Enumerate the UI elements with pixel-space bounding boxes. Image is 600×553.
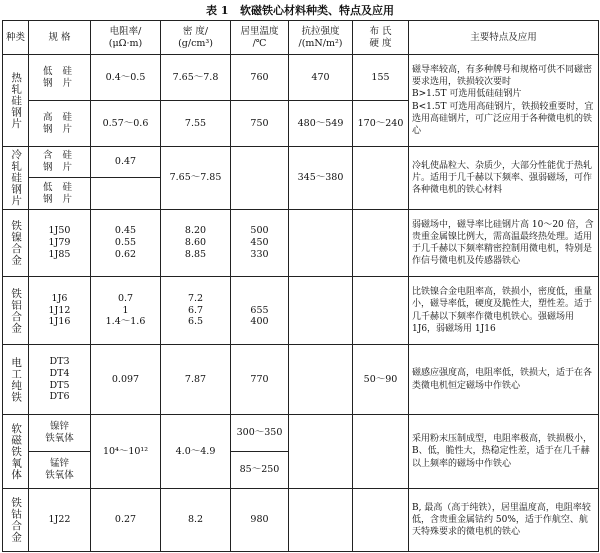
resistivity-cell: 0.57～0.6 — [91, 101, 161, 147]
hardness-cell — [353, 489, 409, 552]
resistivity-cell: 0.27 — [91, 489, 161, 552]
resistivity-cell: 10⁴～10¹² — [91, 415, 161, 489]
hardness-cell: 50～90 — [353, 345, 409, 415]
density-cell: 8.20 8.60 8.85 — [161, 210, 231, 277]
header-hardness: 布 氏 硬 度 — [353, 21, 409, 55]
header-tensile: 抗拉强度 /(mN/m²) — [289, 21, 353, 55]
curie-cell — [231, 147, 289, 210]
kind-cell: 铁镍合金 — [3, 210, 29, 277]
curie-cell: 770 — [231, 345, 289, 415]
curie-cell: 750 — [231, 101, 289, 147]
curie-cell: 655 400 — [231, 277, 289, 345]
curie-cell: 980 — [231, 489, 289, 552]
table-row — [3, 210, 599, 277]
resistivity-cell: 0.7 1 1.4～1.6 — [91, 277, 161, 345]
table-row — [3, 147, 599, 178]
features-cell: 磁感应强度高，电阻率低，铁损大，适于在各类微电机恒定磁场中作铁心 — [409, 345, 599, 415]
features-cell — [409, 55, 599, 147]
features-cell: 采用粉末压制成型，电阻率极高，铁损极小，B、低，脆性大，热稳定性差，适于在几千赫以上频率的磁场中作铁心 — [409, 415, 599, 489]
header-curie: 居里温度 /℃ — [231, 21, 289, 55]
spec-cell: 镍锌 铁氧体 — [29, 415, 91, 452]
spec-cell: 1J6 1J12 1J16 — [29, 277, 91, 345]
hardness-cell — [353, 147, 409, 210]
spec-cell: 高硅 钢片 — [29, 101, 91, 147]
kind-cell: 冷轧硅钢片 — [3, 147, 29, 210]
table-row — [3, 415, 599, 452]
spec-cell: 锰锌 铁氧体 — [29, 452, 91, 489]
features-cell: B, 最高（高于纯铁），居里温度高，电阻率较低，含贵重金属钴约 50%，适于作航空、航天特殊要求的微电机的铁心 — [409, 489, 599, 552]
density-cell: 7.55 — [161, 101, 231, 147]
tensile-cell: 480～549 — [289, 101, 353, 147]
kind-cell: 电工纯铁 — [3, 345, 29, 415]
tensile-cell: 345～380 — [289, 147, 353, 210]
tensile-cell: 470 — [289, 55, 353, 101]
features-cell: 比铁镍合金电阻率高，铁损小，密度低，重量小，磁导率低，硬度及脆性大，塑性差。适于几千赫以下频率作微电机铁心。强磁场用1J6，弱磁场用 1J16 — [409, 277, 599, 345]
header-row — [3, 21, 599, 55]
hardness-cell — [353, 415, 409, 489]
kind-cell: 热轧硅钢片 — [3, 55, 29, 147]
tensile-cell — [289, 345, 353, 415]
resistivity-cell: 0.4～0.5 — [91, 55, 161, 101]
tensile-cell — [289, 210, 353, 277]
header-resistivity: 电阻率/ (μΩ·m) — [91, 21, 161, 55]
curie-cell: 500 450 330 — [231, 210, 289, 277]
features-cell: 弱磁场中，磁导率比硅钢片高 10～20 倍，含贵重金属镍比例大，需高温最终热处理。适用于几千赫以下频率精密控制用微电机，特别是作信号微电机及传感器铁心 — [409, 210, 599, 277]
table-row — [3, 345, 599, 415]
spec-cell: DT3 DT4 DT5 DT6 — [29, 345, 91, 415]
soft-magnetic-core-table — [2, 20, 599, 552]
curie-cell: 760 — [231, 55, 289, 101]
density-cell: 7.87 — [161, 345, 231, 415]
density-cell: 7.65～7.85 — [161, 147, 231, 210]
resistivity-cell: 0.45 0.55 0.62 — [91, 210, 161, 277]
density-cell: 4.0～4.9 — [161, 415, 231, 489]
spec-cell: 低硅 钢片 — [29, 55, 91, 101]
table-row — [3, 55, 599, 101]
hardness-cell: 170～240 — [353, 101, 409, 147]
curie-cell: 300～350 — [231, 415, 289, 452]
spec-cell: 1J22 — [29, 489, 91, 552]
resistivity-cell: 0.097 — [91, 345, 161, 415]
table-row — [3, 489, 599, 552]
hardness-cell — [353, 277, 409, 345]
spec-cell: 1J50 1J79 1J85 — [29, 210, 91, 277]
header-kind: 种类 — [3, 21, 29, 55]
density-cell: 7.2 6.7 6.5 — [161, 277, 231, 345]
kind-cell: 铁铝合金 — [3, 277, 29, 345]
hardness-cell: 155 — [353, 55, 409, 101]
header-density: 密 度/ (g/cm³) — [161, 21, 231, 55]
spec-cell: 低硅 钢片 — [29, 178, 91, 210]
tensile-cell — [289, 489, 353, 552]
table-row — [3, 277, 599, 345]
curie-cell: 85～250 — [231, 452, 289, 489]
table-caption: 表 1 软磁铁心材料种类、特点及应用 — [206, 4, 394, 17]
features-text: 磁导率较高，有多种牌号和规格可供不同磁密要求选用，铁损较次要时 B>1.5T 可选用低硅硅钢片 B<1.5T 可选用高硅钢片，铁损较重要时，宜选用高硅钢片，可广泛应用于各种微电机的铁心 — [412, 65, 594, 136]
spec-cell: 含硅 钢片 — [29, 147, 91, 178]
density-cell: 7.65～7.8 — [161, 55, 231, 101]
tensile-cell — [289, 277, 353, 345]
kind-cell: 铁钴合金 — [3, 489, 29, 552]
header-spec: 规 格 — [29, 21, 91, 55]
header-features: 主要特点及应用 — [409, 21, 599, 55]
resistivity-cell: 0.47 — [91, 147, 161, 178]
tensile-cell — [289, 415, 353, 489]
kind-cell: 软磁铁氧体 — [3, 415, 29, 489]
hardness-cell — [353, 210, 409, 277]
features-cell: 冷轧使晶粒大、杂质少，大部分性能优于热轧片。适用于几千赫以下频率、强弱磁场，可作各种微电机的铁心材料 — [409, 147, 599, 210]
density-cell: 8.2 — [161, 489, 231, 552]
resistivity-cell — [91, 178, 161, 210]
